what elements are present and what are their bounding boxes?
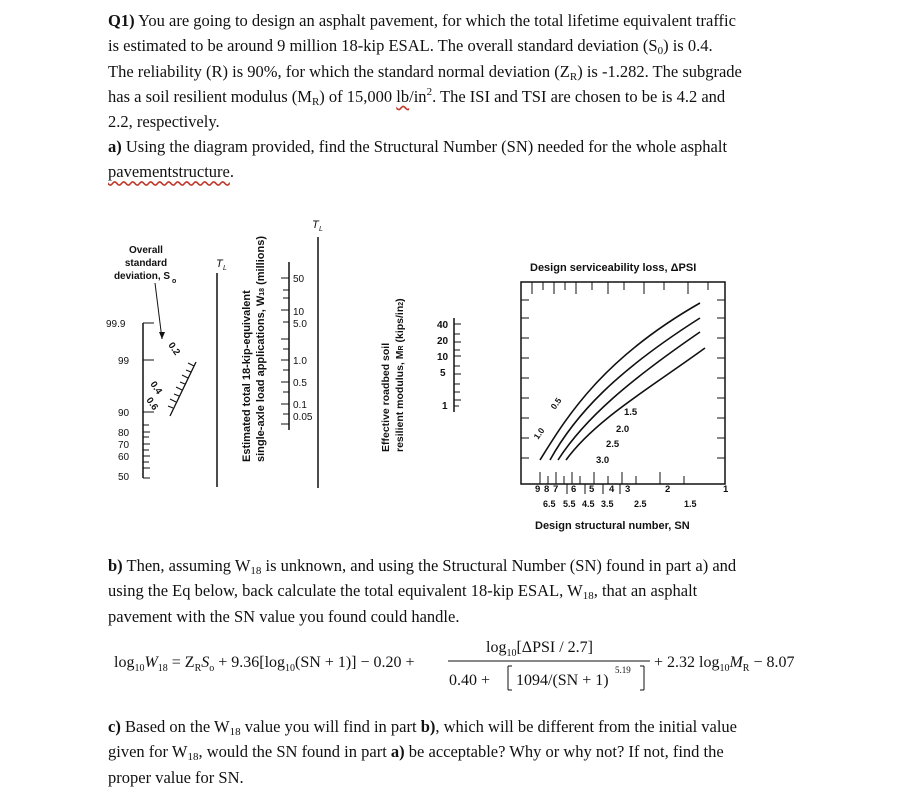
sd-scale-ticks: [168, 363, 194, 408]
part-c-line2-end: be acceptable? Why or why not? If not, find the: [404, 742, 724, 762]
rel-tick-60: 60: [118, 452, 130, 463]
sn-tick-2: 2: [665, 484, 671, 495]
sn-tick-3: 3: [625, 484, 631, 495]
eq-tail: + 2.32 $\log_{10}M_R - 8.07$: [654, 654, 795, 674]
rel-tick-70: 70: [118, 440, 130, 451]
mr-tick-5: 5: [440, 368, 446, 379]
w18-axis-title: Estimated total 18-kip-equivalent: [241, 290, 253, 462]
sn-axis-title: Design structural number, SN: [535, 520, 690, 532]
w18-tick-5: 5.0: [293, 319, 307, 330]
q1-line4-d: . The ISI and TSI are chosen to be is 4.2 and: [432, 86, 726, 106]
mr-tick-1: 1: [442, 401, 448, 412]
part-c-line2-sub: 18: [187, 751, 199, 764]
part-b-line1-sub: 18: [250, 565, 262, 577]
sn-tick-3-5: 3.5: [601, 499, 614, 509]
part-c-line1-b: value you will find in part: [240, 717, 421, 736]
sn-tick-5-5: 5.5: [563, 499, 576, 509]
psi-label-2-5: 2.5: [606, 439, 620, 450]
q1-line5: 2.2, respectively.: [108, 112, 220, 132]
psi-chart-title: Design serviceability loss, ΔPSI: [530, 262, 697, 274]
q1-line4-sup: 2: [426, 85, 433, 98]
part-b-label: b): [108, 556, 123, 575]
eq-lhs: $\log_{10}W_{18} = Z_RS_o + 9.36[\log_{10}(SN + 1)] - 0.20$ +: [114, 654, 415, 674]
q1-line4-sub: R: [311, 95, 320, 108]
part-c-line1-end: , which will be different from the initial value: [435, 717, 738, 736]
eq-denominator-b: 1094/(SN + 1): [516, 672, 609, 689]
tl-label-1-sub: L: [223, 265, 227, 272]
part-a-line2: pavementstructure: [108, 162, 230, 182]
sn-tick-6: 6: [571, 484, 577, 495]
w18-tick-0-1: 0.1: [293, 400, 307, 411]
sn-tick-4: 4: [609, 484, 615, 495]
sn-tick-2-5: 2.5: [634, 499, 647, 509]
sn-tick-1-5: 1.5: [684, 499, 697, 509]
q1-line2-sub: 0: [657, 45, 664, 58]
tl-label-2: T: [312, 219, 319, 231]
w18-tick-10: 10: [293, 307, 305, 318]
q1-line1: You are going to design an asphalt pavement, for which the total lifetime equivalent traffic: [138, 11, 736, 30]
w18-scale-ticks: [281, 278, 289, 424]
design-equation: [108, 628, 824, 708]
eq-numerator: $\log_{10}[\Delta PSI / 2.7]$: [486, 639, 593, 659]
mr-scale-ticks: [454, 324, 461, 406]
psi-curves: [540, 303, 705, 460]
q1-line4-unit: lb: [396, 86, 410, 106]
sd-scale-line: [170, 362, 196, 416]
q1-line3-sub: R: [569, 70, 578, 83]
rel-tick-99: 99: [118, 356, 130, 367]
sn-tick-6-5: 6.5: [543, 499, 556, 509]
part-b-line3: pavement with the SN value you found could handle.: [108, 606, 460, 626]
mr-axis-title-2: resilient modulus, MR (kips/in2): [394, 298, 406, 452]
q1-line4-b: ) of 15,000: [319, 86, 397, 106]
part-b-paragraph: [108, 553, 824, 629]
part-c-line1-bold: b): [420, 717, 436, 736]
part-c-line2: given for W: [108, 742, 188, 762]
eq-denominator-exp: 5.19: [615, 665, 631, 675]
w18-tick-50: 50: [293, 274, 305, 285]
mr-tick-10: 10: [437, 352, 449, 363]
psi-chart-frame: [521, 282, 725, 484]
part-b-line1: Then, assuming W: [126, 556, 251, 575]
part-c-paragraph: [108, 714, 824, 790]
part-a-line1: Using the diagram provided, find the Structural Number (SN) needed for the whole asphalt: [125, 137, 728, 156]
psi-label-1-5: 1.5: [624, 407, 638, 418]
mr-tick-40: 40: [437, 320, 449, 331]
overall-sd-sub: o: [172, 278, 177, 285]
part-c-line1: Based on the W: [124, 717, 230, 736]
tl-label-1: T: [216, 258, 223, 270]
part-b-line2: using the Eq below, back calculate the total equivalent 18-kip ESAL, W: [108, 581, 583, 601]
sn-tick-1: 1: [723, 484, 729, 495]
sd-pointer-head: [159, 332, 165, 339]
rel-tick-80: 80: [118, 428, 130, 439]
part-c-line3: proper value for SN.: [108, 767, 244, 787]
sd-tick-0-4: 0.4: [147, 379, 165, 397]
q1-line3-end: ) is -1.282. The subgrade: [577, 61, 742, 81]
overall-sd-label-2: standard: [124, 258, 168, 269]
w18-tick-0-5: 0.5: [293, 378, 307, 389]
w18-tick-0-05: 0.05: [293, 412, 313, 423]
curve-label-0-5: 0.5: [548, 395, 564, 412]
sd-tick-0-2: 0.2: [165, 340, 183, 358]
part-a-line2-end: .: [229, 162, 234, 182]
rel-tick-50: 50: [118, 472, 130, 483]
psi-chart-ticks: [521, 282, 725, 484]
overall-sd-label: Overall: [129, 245, 163, 256]
mr-axis-title: Effective roadbed soil: [380, 342, 392, 452]
eq-denominator-a: 0.40 +: [449, 672, 491, 689]
psi-label-2-0: 2.0: [616, 424, 630, 435]
part-c-label: c): [108, 717, 121, 736]
part-b-line1-end: is unknown, and using the Structural Number (SN) found in part a) and: [261, 556, 737, 575]
w18-tick-1: 1.0: [293, 356, 307, 367]
sd-pointer: [155, 283, 162, 339]
q1-line4-c: /in: [409, 86, 427, 106]
q1-line4: has a soil resilient modulus (M: [108, 86, 312, 106]
part-a-label: a): [108, 137, 122, 156]
sn-tick-8: 8: [544, 484, 550, 495]
part-b-line2-end: , that an asphalt: [593, 581, 698, 601]
psi-label-3-0: 3.0: [596, 455, 610, 466]
sd-tick-0-6: 0.6: [143, 395, 161, 413]
sn-tick-7: 7: [553, 484, 559, 495]
mr-tick-20: 20: [437, 336, 449, 347]
q1-line2: is estimated to be around 9 million 18-kip ESAL. The overall standard deviation (S: [108, 36, 658, 56]
rel-tick-90: 90: [118, 408, 130, 419]
curve-label-1-0: 1.0: [531, 425, 547, 442]
part-c-line2-bold: a): [390, 742, 405, 762]
q1-line2-end: ) is 0.4.: [663, 36, 713, 56]
sn-tick-4-5: 4.5: [582, 499, 595, 509]
part-c-line2-b: , would the SN found in part: [198, 742, 391, 762]
tl-label-2-sub: L: [319, 226, 323, 233]
q1-line3: The reliability (R) is 90%, for which the standard normal deviation (Z: [108, 61, 570, 81]
q1-label: Q1): [108, 11, 135, 30]
sn-tick-9: 9: [535, 484, 541, 495]
part-c-line1-sub: 18: [229, 726, 241, 738]
rel-tick-99-9: 99.9: [106, 319, 126, 330]
part-b-line2-sub: 18: [582, 590, 594, 603]
w18-axis-title-2: single-axle load applications, W18 (millions): [255, 235, 267, 462]
sn-tick-5: 5: [589, 484, 595, 495]
overall-sd-label-3: deviation, S: [113, 271, 171, 282]
